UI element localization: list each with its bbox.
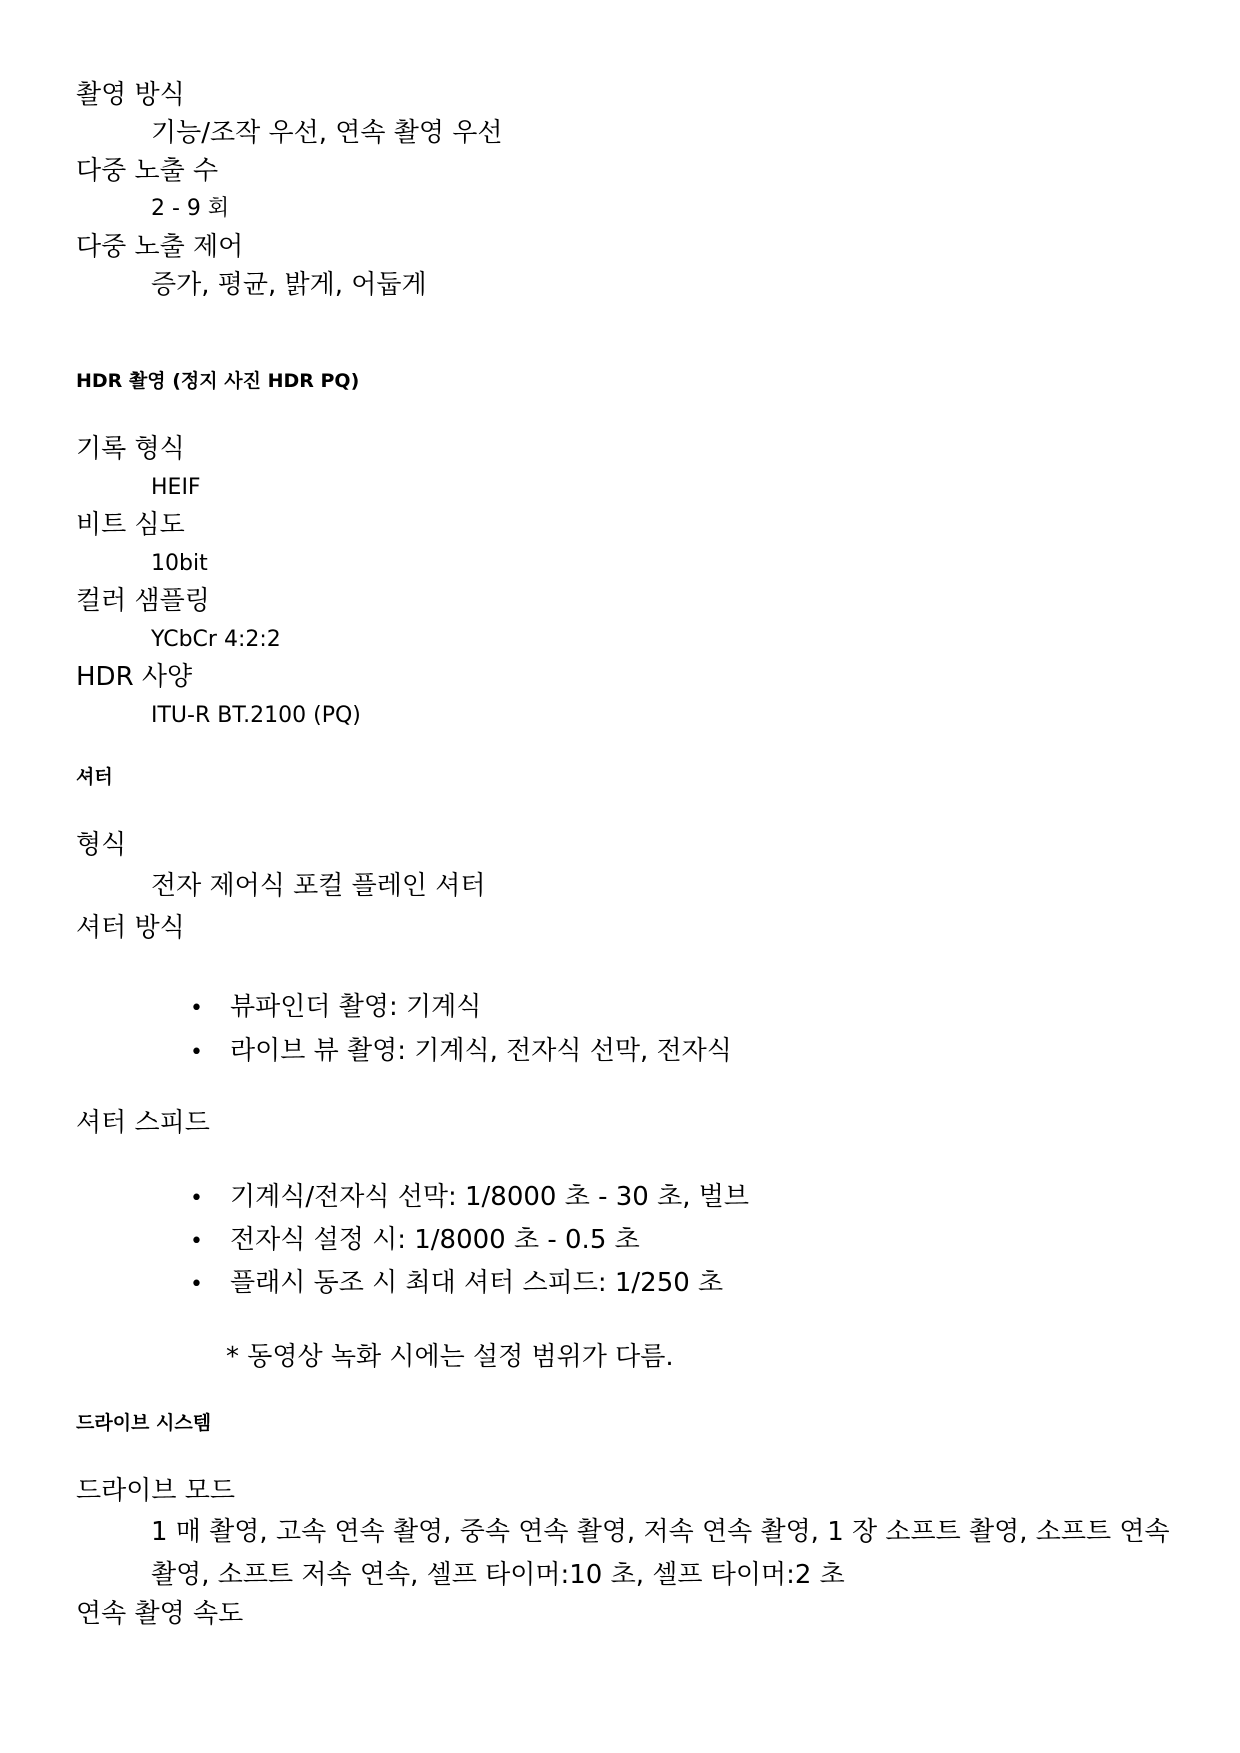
section-heading-shutter: 셔터	[76, 766, 113, 788]
value-color-sampling: YCbCr 4:2:2	[151, 627, 281, 652]
term-multi-exposure-control: 다중 노출 제어	[76, 232, 244, 262]
term-hdr-spec: HDR 사양	[76, 662, 193, 692]
section-heading-hdr: HDR 촬영 (정지 사진 HDR PQ)	[76, 370, 360, 392]
term-shutter-type: 형식	[76, 830, 127, 860]
term-shutter-method: 셔터 방식	[76, 913, 185, 943]
bullet-icon: •	[190, 1040, 203, 1065]
note-text: * 동영상 녹화 시에는 설정 범위가 다름.	[226, 1342, 674, 1372]
bullet-icon: •	[190, 996, 203, 1021]
value-shutter-type: 전자 제어식 포컬 플레인 셔터	[151, 871, 486, 901]
value-bit-depth: 10bit	[151, 551, 208, 576]
bullet-icon: •	[190, 1229, 203, 1254]
section-heading-drive: 드라이브 시스템	[76, 1412, 212, 1434]
list-item	[190, 1180, 749, 1216]
list-item	[190, 1223, 640, 1259]
bullet-icon: •	[190, 1186, 203, 1211]
value-shooting-method: 기능/조작 우선, 연속 촬영 우선	[151, 118, 503, 148]
value-drive-mode: 1 매 촬영, 고속 연속 촬영, 중속 연속 촬영, 저속 연속 촬영, 1 장 소프트 촬영, 소프트 연속 촬영, 소프트 저속 연속, 셀프 타이머:10 초, 셀프 타이머:2 초	[151, 1517, 1170, 1590]
value-multi-exposure-control: 증가, 평균, 밝게, 어둡게	[151, 270, 427, 300]
list-item	[190, 990, 481, 1026]
value-record-format: HEIF	[151, 475, 201, 500]
list-item	[190, 1266, 723, 1302]
term-shooting-method: 촬영 방식	[76, 80, 185, 110]
term-color-sampling: 컬러 샘플링	[76, 586, 210, 616]
term-drive-mode: 드라이브 모드	[76, 1476, 235, 1506]
list-item-text: 기계식/전자식 선막: 1/8000 초 - 30 초, 벌브	[230, 1182, 749, 1212]
term-continuous-speed: 연속 촬영 속도	[76, 1599, 244, 1629]
term-record-format: 기록 형식	[76, 434, 185, 464]
list-item-text: 플래시 동조 시 최대 셔터 스피드: 1/250 초	[230, 1268, 724, 1298]
list-item-text: 뷰파인더 촬영: 기계식	[230, 992, 482, 1022]
term-shutter-speed: 셔터 스피드	[76, 1108, 210, 1138]
list-item	[190, 1034, 732, 1070]
list-item-text: 라이브 뷰 촬영: 기계식, 전자식 선막, 전자식	[230, 1036, 732, 1066]
value-hdr-spec: ITU-R BT.2100 (PQ)	[151, 703, 361, 728]
term-multi-exposure-count: 다중 노출 수	[76, 156, 219, 186]
value-multi-exposure-count: 2 - 9 회	[151, 196, 230, 221]
bullet-icon: •	[190, 1272, 203, 1297]
term-bit-depth: 비트 심도	[76, 510, 185, 540]
list-item-text: 전자식 설정 시: 1/8000 초 - 0.5 초	[230, 1225, 640, 1255]
